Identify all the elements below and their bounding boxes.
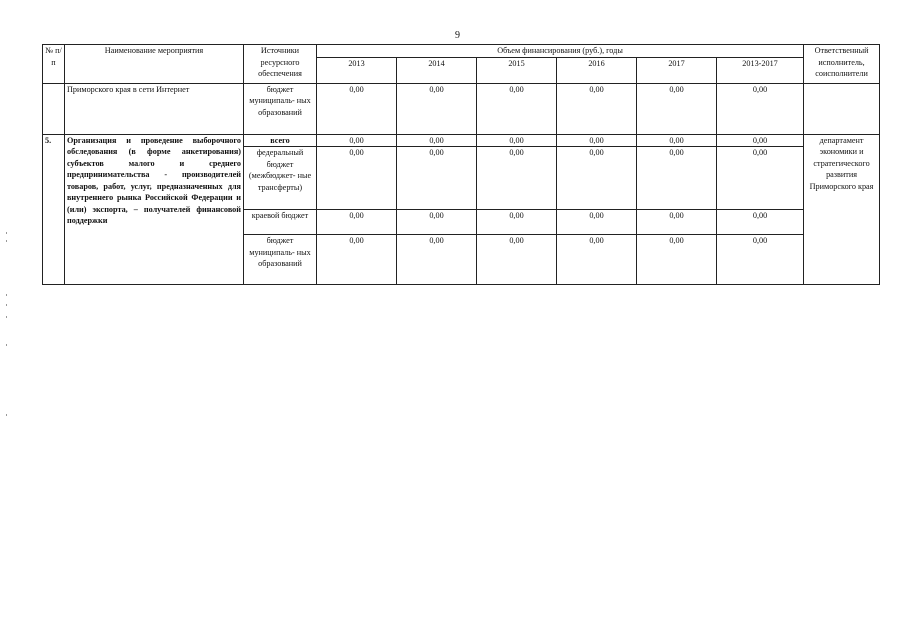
value-cell: 0,00 xyxy=(557,235,637,285)
value-cell: 0,00 xyxy=(637,210,717,235)
header-name: Наименование мероприятия xyxy=(65,45,244,84)
row-prev-num xyxy=(43,83,65,134)
source-regional: краевой бюджет xyxy=(244,210,317,235)
value-cell: 0,00 xyxy=(397,235,477,285)
value-cell: 0,00 xyxy=(637,134,717,147)
value-cell: 0,00 xyxy=(637,83,717,134)
source-municipal: бюджет муниципаль- ных образований xyxy=(244,235,317,285)
value-cell: 0,00 xyxy=(397,210,477,235)
header-num: № п/п xyxy=(43,45,65,84)
value-cell: 0,00 xyxy=(477,83,557,134)
value-cell: 0,00 xyxy=(317,235,397,285)
header-year: 2017 xyxy=(637,57,717,83)
item-number: 5. xyxy=(43,134,65,285)
value-cell: 0,00 xyxy=(557,83,637,134)
table-row xyxy=(43,83,880,134)
value-cell: 0,00 xyxy=(717,210,804,235)
value-cell: 0,00 xyxy=(317,83,397,134)
value-cell: 0,00 xyxy=(717,134,804,147)
value-cell: 0,00 xyxy=(637,235,717,285)
header-year: 2013-2017 xyxy=(717,57,804,83)
header-year: 2013 xyxy=(317,57,397,83)
source-total: всего xyxy=(244,134,317,147)
value-cell: 0,00 xyxy=(317,210,397,235)
value-cell: 0,00 xyxy=(317,134,397,147)
value-cell: 0,00 xyxy=(557,210,637,235)
value-cell: 0,00 xyxy=(477,134,557,147)
value-cell: 0,00 xyxy=(637,147,717,210)
header-sources: Источники ресурсного обеспечения xyxy=(244,45,317,84)
responsible-executor: департамент экономики и стратегического развития Приморского края xyxy=(804,134,880,285)
value-cell: 0,00 xyxy=(397,147,477,210)
item-name: Организация и проведение выборочного обследования (в форме анкетирования) субъектов малого и среднего предпринимательства - производителей товаров, работ, услуг, предназначенных для внутреннего рынка Российской Федерации и (или) экспорта, – получателей финансовой поддержки xyxy=(65,134,244,285)
value-cell: 0,00 xyxy=(397,134,477,147)
value-cell: 0,00 xyxy=(477,235,557,285)
value-cell: 0,00 xyxy=(717,83,804,134)
row-prev-name: Приморского края в сети Интернет xyxy=(65,83,244,134)
header-responsible: Ответственный исполнитель, соисполнители xyxy=(804,45,880,84)
value-cell: 0,00 xyxy=(477,147,557,210)
row-prev-source: бюджет муниципаль- ных образований xyxy=(244,83,317,134)
source-federal: федеральный бюджет (межбюджет- ные трансферты) xyxy=(244,147,317,210)
value-cell: 0,00 xyxy=(317,147,397,210)
row-prev-responsible xyxy=(804,83,880,134)
header-year: 2016 xyxy=(557,57,637,83)
page-number: 9 xyxy=(455,30,460,41)
value-cell: 0,00 xyxy=(557,147,637,210)
table-row xyxy=(43,134,880,147)
binding-marks xyxy=(6,232,8,432)
value-cell: 0,00 xyxy=(717,235,804,285)
header-year: 2015 xyxy=(477,57,557,83)
header-funding: Объем финансирования (руб.), годы xyxy=(317,45,804,58)
header-year: 2014 xyxy=(397,57,477,83)
funding-table xyxy=(42,44,880,285)
value-cell: 0,00 xyxy=(557,134,637,147)
value-cell: 0,00 xyxy=(477,210,557,235)
value-cell: 0,00 xyxy=(717,147,804,210)
value-cell: 0,00 xyxy=(397,83,477,134)
